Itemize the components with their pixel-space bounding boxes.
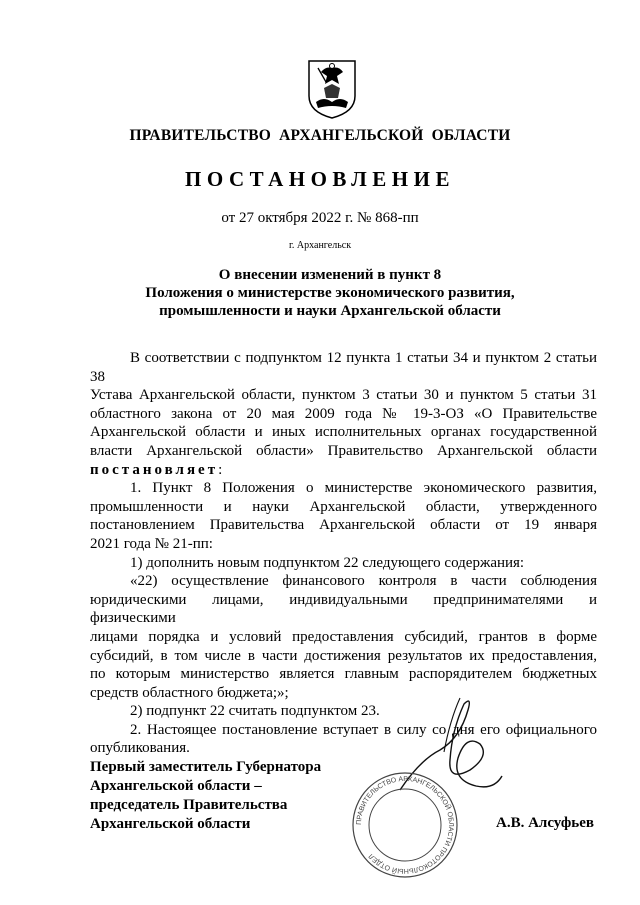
decree-line <box>90 461 597 480</box>
organization-name: ПРАВИТЕЛЬСТВО АРХАНГЕЛЬСКОЙ ОБЛАСТИ <box>129 127 511 144</box>
official-stamp-icon <box>350 770 460 880</box>
signer-position-line: Архангельской области – <box>90 778 262 794</box>
body-line: субсидий, в том числе в части достижения результатов их предоставления, <box>90 647 597 664</box>
body-line: 2021 года № 21-пп: <box>90 535 213 552</box>
svg-text:ПРАВИТЕЛЬСТВО АРХАНГЕЛЬСКОЙ ОБ <box>356 776 454 875</box>
body-line: Устава Архангельской области, пунктом 3 статьи 30 и пунктом 5 статьи 31 <box>90 387 597 404</box>
coat-of-arms-icon <box>306 58 358 120</box>
signer-position-line: Архангельской области <box>90 816 251 832</box>
signer-name: А.В. Алсуфьев <box>496 815 594 831</box>
body-line: В соответствии с подпунктом 12 пункта 1 статьи 34 и пунктом 2 статьи 38 <box>90 350 597 385</box>
body-line: «22) осуществление финансового контроля в части соблюдения <box>130 573 597 590</box>
body-line: по которым министерство является главным распорядителем бюджетных <box>90 666 597 683</box>
stamp-text: ПРАВИТЕЛЬСТВО АРХАНГЕЛЬСКОЙ ОБЛАСТИ ПРОТОКОЛЬНЫЙ ОТДЕЛ <box>355 775 455 875</box>
body-line: промышленности и науки Архангельской области, утвержденного <box>90 498 597 515</box>
decree-colon: : <box>218 461 223 478</box>
document-city: г. Архангельск <box>288 240 352 251</box>
body-line: 1. Пункт 8 Положения о министерстве экономического развития, <box>130 480 597 497</box>
title-line: Положения о министерстве экономического развития, <box>145 285 515 301</box>
body-line: 2) подпункт 22 считать подпунктом 23. <box>130 703 380 720</box>
document-body <box>90 349 597 758</box>
body-line: власти Архангельской области» Правительство Архангельской области <box>90 442 597 459</box>
signer-position <box>90 758 321 834</box>
signer-position-line: председатель Правительства <box>90 797 288 813</box>
document-date-number: от 27 октября 2022 г. № 868-пп <box>221 210 419 226</box>
body-line: постановлением Правительства Архангельской области от 19 января <box>90 517 597 534</box>
body-line: Архангельской области и иных исполнительных органах государственной <box>90 424 597 441</box>
body-line: 1) дополнить новым подпунктом 22 следующего содержания: <box>130 554 525 571</box>
body-line: областного закона от 20 мая 2009 года № 19-3-ОЗ «О Правительстве <box>90 405 597 422</box>
body-line: 2. Настоящее постановление вступает в силу со дня его официального <box>130 721 597 738</box>
body-line: средств областного бюджета;»; <box>90 684 289 701</box>
title-line: промышленности и науки Архангельской области <box>159 303 501 319</box>
decree-word: постановляет <box>90 461 219 478</box>
document-type: ПОСТАНОВЛЕНИЕ <box>185 167 455 191</box>
title-line: О внесении изменений в пункт 8 <box>218 267 442 283</box>
signer-position-line: Первый заместитель Губернатора <box>90 759 322 775</box>
body-line: опубликования. <box>90 740 190 757</box>
body-line: лицами порядка и условий предоставления субсидий, грантов в форме <box>90 628 597 645</box>
body-line: юридическими лицами, индивидуальными предпринимателями и физическими <box>90 591 597 627</box>
document-title <box>60 266 600 320</box>
